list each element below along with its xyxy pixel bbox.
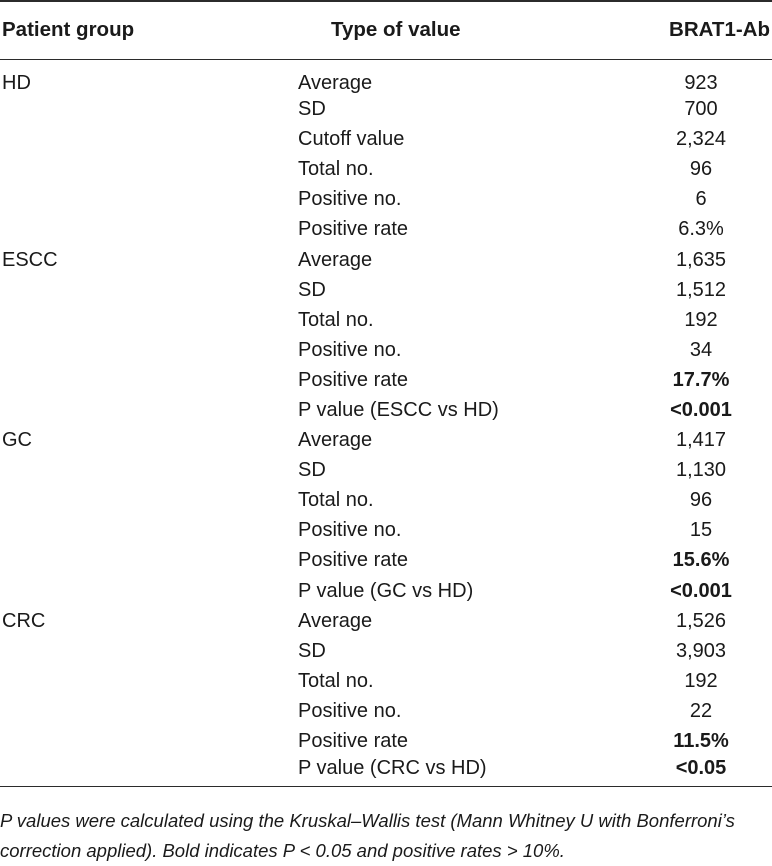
table-row <box>0 516 772 546</box>
table-row <box>0 335 772 365</box>
cell-type-of-value: SD <box>298 639 326 662</box>
table-row <box>0 245 772 275</box>
table-row <box>0 215 772 245</box>
cell-type-of-value: P value (CRC vs HD) <box>298 757 632 787</box>
cell-brat1-ab-value: 6.3% <box>678 218 724 241</box>
cell-patient-group <box>0 576 298 606</box>
cell-brat1-ab-value: 15.6% <box>672 549 730 572</box>
header-type-of-value: Type of value <box>298 1 632 59</box>
table-row <box>0 275 772 305</box>
cell-patient-group <box>0 365 298 395</box>
cell-brat1-ab-value: 192 <box>684 669 718 692</box>
cell-brat1-ab-value: 1,635 <box>675 248 727 271</box>
cell-patient-group <box>0 155 298 185</box>
cell-patient-group <box>0 215 298 245</box>
cell-patient-group <box>0 546 298 576</box>
table-row <box>0 546 772 576</box>
cell-patient-group: ESCC <box>2 248 58 271</box>
cell-patient-group <box>0 757 298 787</box>
cell-patient-group <box>0 305 298 335</box>
table-row <box>0 666 772 696</box>
table-footnote <box>0 806 772 866</box>
cell-brat1-ab-value: 700 <box>684 98 718 121</box>
cell-patient-group: HD <box>2 71 31 94</box>
cell-brat1-ab-value: 923 <box>684 71 718 94</box>
cell-type-of-value: Positive no. <box>298 699 402 722</box>
cell-brat1-ab-value: <0.001 <box>670 579 732 602</box>
cell-patient-group <box>0 486 298 516</box>
cell-type-of-value: SD <box>298 459 326 482</box>
table-row <box>0 576 772 606</box>
cell-type-of-value: Cutoff value <box>298 128 405 151</box>
cell-type-of-value: Positive rate <box>298 549 409 572</box>
table-row <box>0 426 772 456</box>
cell-type-of-value: SD <box>298 98 326 121</box>
cell-patient-group <box>0 335 298 365</box>
cell-patient-group: GC <box>2 429 32 452</box>
cell-patient-group <box>0 275 298 305</box>
table-row <box>0 59 772 95</box>
table-body <box>0 59 772 787</box>
header-patient-group: Patient group <box>0 1 298 59</box>
cell-brat1-ab-value: 17.7% <box>672 368 730 391</box>
cell-brat1-ab-value: 3,903 <box>675 639 727 662</box>
cell-brat1-ab-value: 1,526 <box>675 609 727 632</box>
footnote-line-2: correction applied). Bold indicates P < 0.05 and positive rates > 10%. <box>0 840 565 861</box>
cell-brat1-ab-value: 1,512 <box>675 278 727 301</box>
cell-type-of-value: SD <box>298 278 326 301</box>
table-row <box>0 365 772 395</box>
cell-brat1-ab-value: 2,324 <box>675 128 727 151</box>
cell-type-of-value: Total no. <box>298 669 374 692</box>
cell-type-of-value: Positive no. <box>298 338 402 361</box>
cell-type-of-value: Positive no. <box>298 188 402 211</box>
cell-type-of-value: Average <box>298 609 373 632</box>
cell-brat1-ab-value: 6 <box>695 188 707 211</box>
table-row <box>0 395 772 425</box>
cell-patient-group <box>0 456 298 486</box>
cell-type-of-value: Positive rate <box>298 218 409 241</box>
cell-brat1-ab-value: 1,417 <box>675 429 727 452</box>
cell-brat1-ab-value: <0.001 <box>670 398 732 421</box>
cell-patient-group <box>0 666 298 696</box>
cell-patient-group <box>0 516 298 546</box>
footnote-line-1: P values were calculated using the Kruskal–Wallis test (Mann Whitney U with Bonferroni’s <box>0 810 735 831</box>
cell-type-of-value: Positive no. <box>298 519 402 542</box>
table-row <box>0 456 772 486</box>
cell-brat1-ab-value: <0.05 <box>632 757 772 787</box>
cell-type-of-value: Positive rate <box>298 368 409 391</box>
cell-patient-group <box>0 125 298 155</box>
cell-type-of-value: Average <box>298 429 373 452</box>
table-row <box>0 155 772 185</box>
cell-brat1-ab-value: 34 <box>689 338 713 361</box>
header-brat1-ab: BRAT1-Ab <box>632 1 772 59</box>
cell-brat1-ab-value: 192 <box>684 308 718 331</box>
table-row <box>0 696 772 726</box>
table-row <box>0 606 772 636</box>
cell-patient-group <box>0 95 298 125</box>
cell-patient-group: CRC <box>2 609 46 632</box>
cell-type-of-value: Average <box>298 71 373 94</box>
table-row <box>0 636 772 666</box>
cell-brat1-ab-value: 1,130 <box>675 459 727 482</box>
cell-brat1-ab-value: 11.5% <box>673 730 729 753</box>
table-row <box>0 125 772 155</box>
table-row <box>0 305 772 335</box>
header-row <box>0 1 772 59</box>
cell-brat1-ab-value: 96 <box>689 489 713 512</box>
cell-brat1-ab-value: 22 <box>689 699 713 722</box>
cell-type-of-value: Total no. <box>298 158 374 181</box>
cell-type-of-value: P value (GC vs HD) <box>298 579 474 602</box>
cell-patient-group <box>0 395 298 425</box>
cell-type-of-value: Total no. <box>298 308 374 331</box>
cell-patient-group <box>0 185 298 215</box>
cell-type-of-value: Positive rate <box>298 730 409 753</box>
cell-type-of-value: Total no. <box>298 489 374 512</box>
cell-patient-group <box>0 726 298 756</box>
table-row <box>0 726 772 756</box>
cell-brat1-ab-value: 15 <box>689 519 713 542</box>
table-row <box>0 95 772 125</box>
cell-patient-group <box>0 636 298 666</box>
table-row <box>0 757 772 787</box>
table-row <box>0 486 772 516</box>
cell-type-of-value: P value (ESCC vs HD) <box>298 398 499 421</box>
cell-type-of-value: Average <box>298 248 373 271</box>
table-row <box>0 185 772 215</box>
cell-patient-group <box>0 696 298 726</box>
cell-brat1-ab-value: 96 <box>689 158 713 181</box>
